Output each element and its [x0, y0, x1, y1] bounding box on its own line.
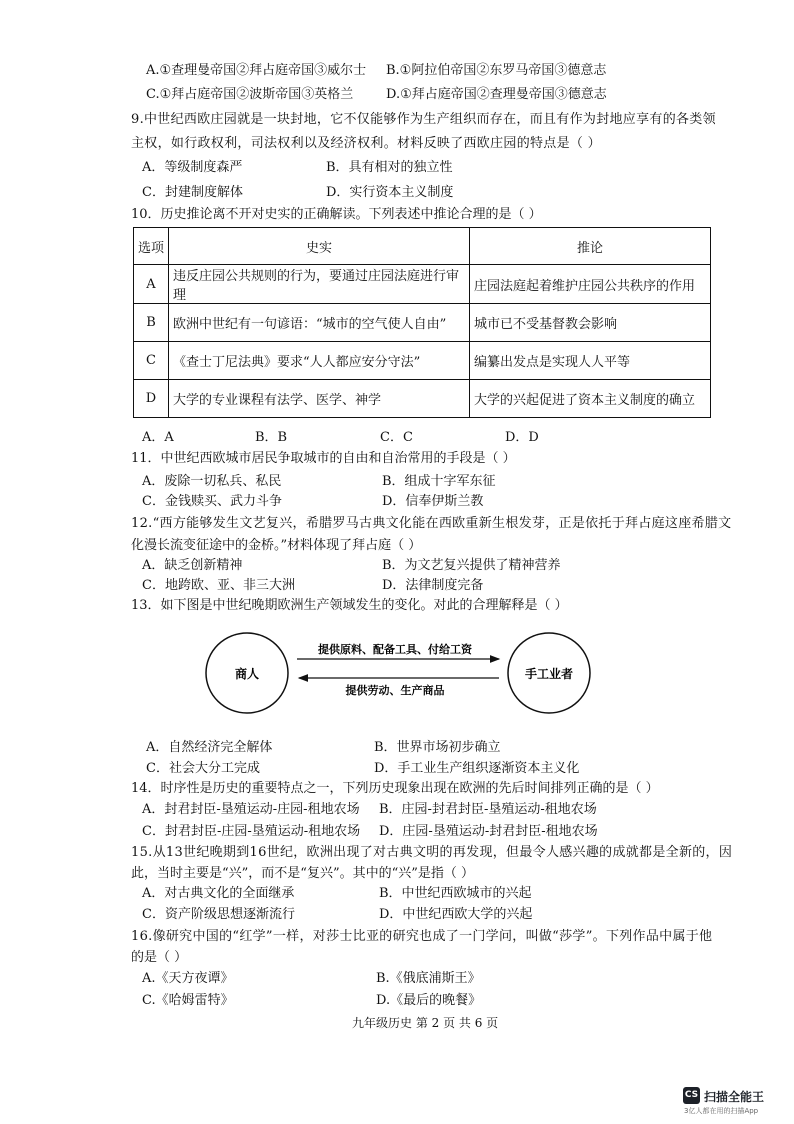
scanner-app-name: 扫描全能王	[704, 1090, 765, 1104]
q13-stem: 13．如下图是中世纪晚期欧洲生产领域发生的变化。对此的合理解释是（ ）	[131, 598, 568, 613]
q12-stem-line2: 化漫长流变征途中的金桥。”材料体现了拜占庭（ ）	[131, 538, 422, 553]
q10-header-inference: 推论	[470, 228, 711, 265]
q10-row-fact: 违反庄园公共规则的行为，要通过庄园法庭进行审理	[169, 265, 470, 304]
q10-option-d: D．D	[505, 430, 539, 445]
q14-option-b: B．庄园-封君封臣-垦殖运动-租地农场	[379, 802, 597, 817]
q16-option-c: C.《哈姆雷特》	[142, 993, 234, 1008]
bottom-arrow-label: 提供劳动、生产商品	[345, 684, 445, 697]
q10-row-option: B	[134, 304, 169, 342]
table-row	[134, 265, 711, 304]
q12-option-d: D．法律制度完备	[382, 578, 484, 593]
merchant-label: 商人	[234, 667, 260, 681]
q11-option-a: A．废除一切私兵、私民	[142, 474, 282, 489]
scanner-logo-icon: CS	[683, 1087, 700, 1104]
q12-option-c: C．地跨欧、亚、非三大洲	[142, 578, 295, 593]
q13-diagram	[205, 628, 615, 720]
q10-row-fact: 《查士丁尼法典》要求“人人都应安分守法”	[169, 342, 470, 380]
artisan-label: 手工业者	[524, 667, 574, 681]
q9-option-b: B．具有相对的独立性	[326, 160, 453, 175]
q10-table	[133, 227, 711, 418]
q10-row-option: A	[134, 265, 169, 304]
q8-option-a: A.①查理曼帝国②拜占庭帝国③威尔士	[146, 63, 367, 78]
q11-option-d: D．信奉伊斯兰教	[382, 494, 484, 509]
q8-option-c: C.①拜占庭帝国②波斯帝国③英格兰	[146, 87, 354, 102]
q15-stem-line2: 此，当时主要是“兴”，而不是“复兴”。其中的“兴”是指（ ）	[131, 866, 475, 881]
table-row	[134, 304, 711, 342]
q10-stem: 10．历史推论离不开对史实的正确解读。下列表述中推论合理的是（ ）	[131, 207, 542, 222]
top-arrow-label: 提供原料、配备工具、付给工资	[318, 643, 472, 656]
table-row	[134, 380, 711, 418]
q12-stem-line1: 12.“西方能够发生文艺复兴，希腊罗马古典文化能在西欧重新生根发芽，正是依托于拜占庭这座希腊文	[131, 516, 732, 531]
q15-option-c: C．资产阶级思想逐渐流行	[142, 907, 295, 922]
q12-option-b: B．为文艺复兴提供了精神营养	[382, 558, 561, 573]
q16-option-d: D.《最后的晚餐》	[376, 993, 482, 1008]
q16-option-b: B.《俄底浦斯王》	[376, 971, 481, 986]
q9-stem-line1: 9.中世纪西欧庄园就是一块封地，它不仅能够作为生产组织而存在，而且有作为封地应享有的各类领	[131, 112, 716, 127]
q15-stem-line1: 15.从13世纪晚期到16世纪，欧洲出现了对古典文明的再发现，但最令人感兴趣的成就都是全新的，因	[131, 845, 733, 860]
q11-option-b: B．组成十字军东征	[382, 474, 496, 489]
q10-option-a: A．A	[142, 430, 174, 445]
q14-option-c: C．封君封臣-庄园-垦殖运动-租地农场	[142, 824, 361, 839]
q13-option-c: C．社会大分工完成	[146, 761, 260, 776]
q10-header-fact: 史实	[169, 228, 470, 265]
q14-stem: 14．时序性是历史的重要特点之一，下列历史现象出现在欧洲的先后时间排列正确的是（ ）	[131, 781, 659, 796]
q11-option-c: C．金钱赎买、武力斗争	[142, 494, 282, 509]
q12-option-a: A．缺乏创新精神	[142, 558, 243, 573]
q10-row-inference: 编纂出发点是实现人人平等	[470, 342, 711, 380]
q8-option-d: D.①拜占庭帝国②查理曼帝国③德意志	[386, 87, 607, 102]
q10-header-option: 选项	[134, 228, 169, 265]
q16-stem-line2: 的是（ ）	[131, 950, 188, 965]
q14-option-a: A．封君封臣-垦殖运动-庄园-租地农场	[142, 802, 360, 817]
q9-stem-line2: 主权，如行政权利，司法权利以及经济权利。材料反映了西欧庄园的特点是（ ）	[131, 136, 601, 151]
q10-row-inference: 庄园法庭起着维护庄园公共秩序的作用	[470, 265, 711, 304]
q15-option-a: A．对古典文化的全面继承	[142, 886, 295, 901]
q15-option-d: D．中世纪西欧大学的兴起	[379, 907, 533, 922]
q10-row-option: C	[134, 342, 169, 380]
q10-row-option: D	[134, 380, 169, 418]
q9-option-c: C．封建制度解体	[142, 185, 243, 200]
q10-row-fact: 大学的专业课程有法学、医学、神学	[169, 380, 470, 418]
q15-option-b: B．中世纪西欧城市的兴起	[379, 886, 532, 901]
q10-option-c: C．C	[380, 430, 413, 445]
q13-option-b: B．世界市场初步确立	[374, 740, 501, 755]
q10-row-inference: 大学的兴起促进了资本主义制度的确立	[470, 380, 711, 418]
q9-option-a: A．等级制度森严	[142, 160, 243, 175]
q13-option-a: A．自然经济完全解体	[146, 740, 273, 755]
q13-option-d: D．手工业生产组织逐渐资本主义化	[374, 761, 580, 776]
table-row	[134, 342, 711, 380]
q8-option-b: B.①阿拉伯帝国②东罗马帝国③德意志	[386, 63, 607, 78]
q10-row-fact: 欧洲中世纪有一句谚语：“城市的空气使人自由”	[169, 304, 470, 342]
q9-option-d: D．实行资本主义制度	[326, 185, 454, 200]
scanner-tagline: 3亿人都在用的扫描App	[684, 1107, 759, 1115]
q16-option-a: A.《天方夜谭》	[142, 971, 234, 986]
q16-stem-line1: 16.像研究中国的“红学”一样，对莎士比亚的研究也成了一门学问，叫做“莎学”。下列作品中属于他	[131, 929, 713, 944]
q10-row-inference: 城市已不受基督教会影响	[470, 304, 711, 342]
q10-option-b: B．B	[255, 430, 288, 445]
page-footer: 九年级历史 第 2 页 共 6 页	[352, 1016, 499, 1030]
q10-table-header	[134, 228, 711, 265]
q14-option-d: D．庄园-垦殖运动-封君封臣-租地农场	[379, 824, 598, 839]
q11-stem: 11．中世纪西欧城市居民争取城市的自由和自治常用的手段是（ ）	[131, 451, 516, 466]
